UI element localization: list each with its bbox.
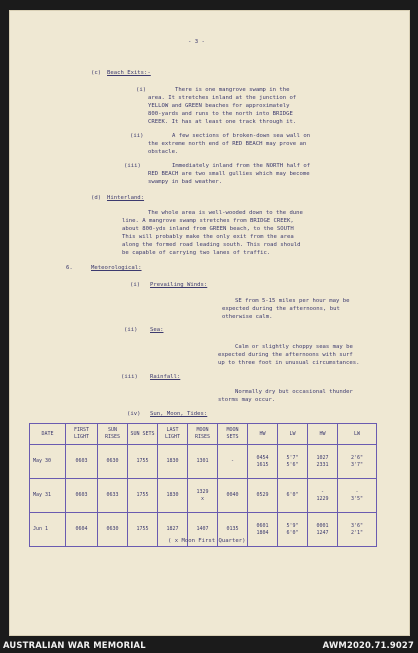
table-cell: 1830 (158, 445, 188, 479)
table-cell: - 3'5" (338, 479, 377, 513)
table-cell: 0601 1804 (248, 513, 278, 547)
item-m-i-line: expected during the afternoons, but (222, 306, 340, 312)
item-c-i-line: area. It stretches inland at the junction of (148, 95, 297, 101)
page-number: - 3 - (188, 39, 205, 45)
table-header-cell: LW (278, 424, 308, 445)
section-6-title: Meteorological: (91, 265, 142, 271)
table-header-cell: HW (308, 424, 338, 445)
table-date-cell: May 30 (30, 445, 66, 479)
item-c-i-line: There is one mangrove swamp in the (175, 87, 290, 93)
item-m-iii-line: storms may occur. (218, 397, 276, 403)
item-m-ii-line: Calm or slightly choppy seas may be (235, 344, 353, 350)
table-header-cell: LAST LIGHT (158, 424, 188, 445)
item-m-ii-number: (ii) (124, 327, 138, 333)
item-m-iii-title: Rainfall: (150, 374, 181, 380)
section-d-line: This will probably make the only exit from the area (122, 234, 294, 240)
table-header-cell: MOON SETS (218, 424, 248, 445)
item-m-i-line: otherwise calm. (222, 314, 273, 320)
table-cell: 0040 (218, 479, 248, 513)
section-d-line: The whole area is well-wooded down to the dune (148, 210, 303, 216)
table-cell: 0603 (66, 479, 98, 513)
item-m-i-title: Prevailing Winds: (150, 282, 208, 288)
table-cell: 0603 (66, 445, 98, 479)
table-cell: 0454 1615 (248, 445, 278, 479)
table-cell: 0001 1247 (308, 513, 338, 547)
table-header-cell: MOON RISES (188, 424, 218, 445)
table-header-cell: LW (338, 424, 377, 445)
table-header-cell: DATE (30, 424, 66, 445)
table-cell: - (218, 445, 248, 479)
table-cell: 0529 (248, 479, 278, 513)
item-m-i-number: (i) (130, 282, 141, 288)
sun-moon-tides-table (29, 423, 377, 547)
table-cell: 0135 (218, 513, 248, 547)
table-cell: 1830 (158, 479, 188, 513)
item-c-ii-line: the extreme north end of RED BEACH may prove an (148, 141, 307, 147)
section-6-number: 6. (66, 265, 73, 271)
table-cell: 1755 (128, 513, 158, 547)
table-cell: 5'9" 6'0" (278, 513, 308, 547)
item-m-iv-title: Sun, Moon, Tides: (150, 411, 208, 417)
item-m-ii-line: expected during the afternoons with surf (218, 352, 353, 358)
table-header-cell: HW (248, 424, 278, 445)
section-d-line: along the formed road leading south. This road should (122, 242, 301, 248)
item-c-iii-line: swampy in bad weather. (148, 179, 223, 185)
table-cell: 1407 (188, 513, 218, 547)
table-header-row (30, 424, 377, 445)
item-m-iv-number: (iv) (127, 411, 141, 417)
table-cell: 1755 (128, 479, 158, 513)
table-cell: 1329 x (188, 479, 218, 513)
section-d-line: about 800-yds inland from GREEN beach, to the SOUTH (122, 226, 294, 232)
item-c-ii-number: (ii) (130, 133, 144, 139)
table-date-cell: Jun 1 (30, 513, 66, 547)
item-c-iii-number: (iii) (124, 163, 141, 169)
table-row (30, 479, 377, 513)
section-d-line: be capable of carrying two lanes of traffic. (122, 250, 271, 256)
table-header-cell: SUN SETS (128, 424, 158, 445)
table-cell: - 1229 (308, 479, 338, 513)
footer-institution: AUSTRALIAN WAR MEMORIAL (3, 640, 146, 650)
table-cell: 1755 (128, 445, 158, 479)
item-c-iii-line: RED BEACH are two small gullies which may become (148, 171, 310, 177)
table-cell: 1301 (188, 445, 218, 479)
table-cell: 5'7" 5'6" (278, 445, 308, 479)
section-d-line: line. A mangrove swamp stretches from BRIDGE CREEK, (122, 218, 294, 224)
table-date-cell: May 31 (30, 479, 66, 513)
table-cell: 6'0" (278, 479, 308, 513)
item-m-iii-line: Normally dry but occasional thunder (235, 389, 353, 395)
table-cell: 0633 (98, 479, 128, 513)
item-m-ii-line: up to three foot in unusual circumstances. (218, 360, 360, 366)
section-d-title: Hinterland: (107, 195, 145, 201)
item-c-i-line: CREEK. It has at least one track through it. (148, 119, 297, 125)
item-m-i-line: SE from 5-15 miles per hour may be (235, 298, 350, 304)
item-c-ii-line: A few sections of broken-down sea wall on (172, 133, 311, 139)
item-c-iii-line: Immediately inland from the NORTH half of (172, 163, 311, 169)
section-c-title: Beach Exits:- (107, 70, 151, 76)
section-d-label: (d) (91, 195, 102, 201)
table-cell: 3'6" 2'1" (338, 513, 377, 547)
table-row (30, 445, 377, 479)
table-cell: 2'6" 3'7" (338, 445, 377, 479)
table-cell: 0630 (98, 513, 128, 547)
item-c-i-number: (i) (136, 87, 147, 93)
table-cell: 0604 (66, 513, 98, 547)
table-cell: 1827 (158, 513, 188, 547)
table-cell: 0630 (98, 445, 128, 479)
item-c-i-line: 800-yards and runs to the north into BRIDGE (148, 111, 293, 117)
table-header-cell: FIRST LIGHT (66, 424, 98, 445)
item-c-ii-line: obstacle. (148, 149, 179, 155)
item-c-i-line: YELLOW and GREEN beaches for approximately (148, 103, 290, 109)
table-header-cell: SUN RISES (98, 424, 128, 445)
item-m-iii-number: (iii) (121, 374, 138, 380)
table-footnote: ( x Moon First Quarter) (168, 538, 246, 544)
section-c-label: (c) (91, 70, 102, 76)
item-m-ii-title: Sea: (150, 327, 164, 333)
footer-accession-number: AWM2020.71.9027 (322, 640, 414, 650)
table-cell: 1027 2331 (308, 445, 338, 479)
